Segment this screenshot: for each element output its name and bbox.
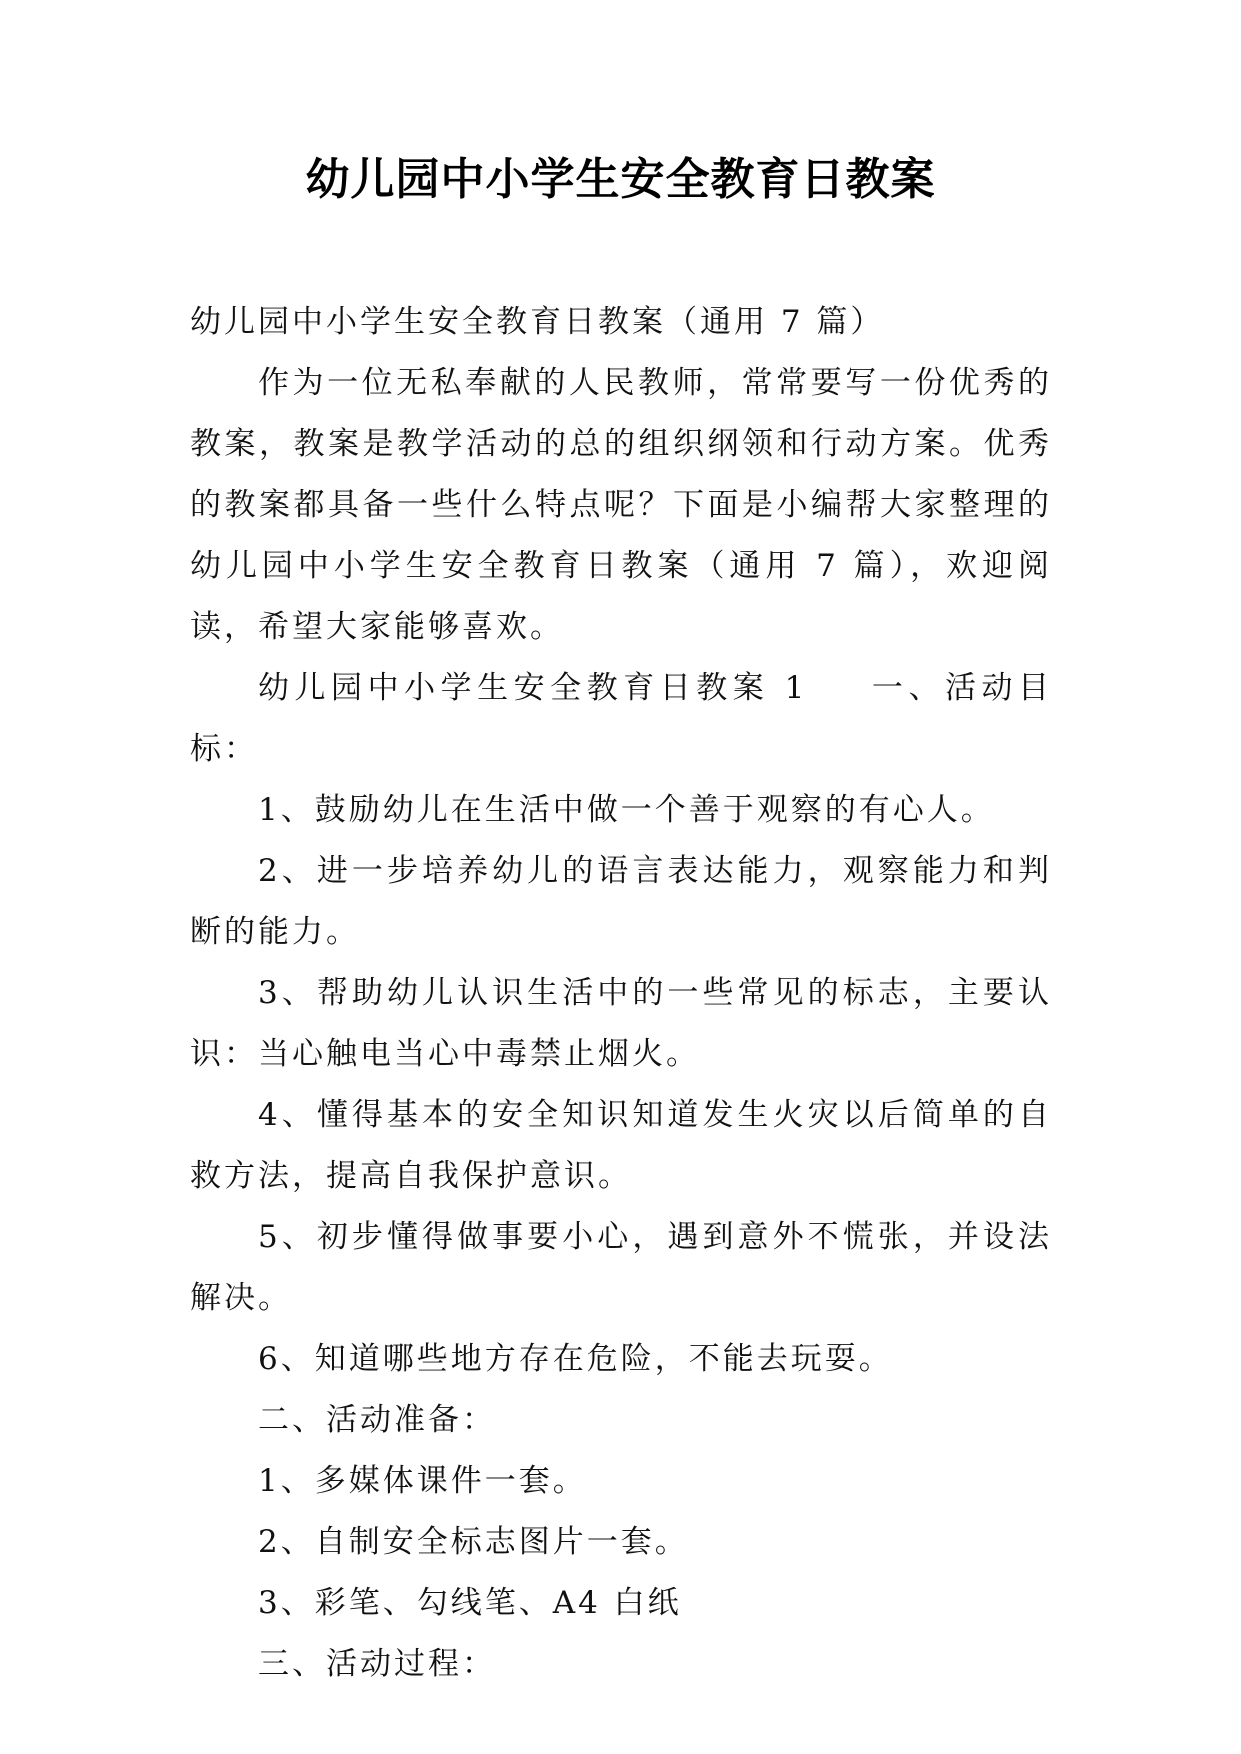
goals-heading: 一、活动目标： [190,670,1053,767]
intro-paragraph: 作为一位无私奉献的人民教师，常常要写一份优秀的教案，教案是教学活动的总的组织纲领和行动方案。优秀的教案都具备一些什么特点呢？下面是小编帮大家整理的幼儿园中小学生安全教育日教案（通用 7 篇），欢迎阅读，希望大家能够喜欢。 [190,365,1052,645]
document-title: 幼儿园中小学生安全教育日教案 [305,154,936,205]
section-heading-line [190,658,1052,780]
document-subtitle: 幼儿园中小学生安全教育日教案（通用 7 篇） [190,304,885,340]
goal-item: 1、鼓励幼儿在生活中做一个善于观察的有心人。 [258,792,995,828]
process-heading: 三、活动过程： [258,1646,496,1682]
document-body [190,292,1052,1695]
goal-item: 3、帮助幼儿认识生活中的一些常见的标志，主要认识：当心触电当心中毒禁止烟火。 [190,975,1052,1072]
section1-heading: 幼儿园中小学生安全教育日教案 1 [258,670,808,706]
goal-item: 6、知道哪些地方存在危险，不能去玩耍。 [258,1341,893,1377]
prep-item: 1、多媒体课件一套。 [258,1463,587,1499]
goal-item: 2、进一步培养幼儿的语言表达能力，观察能力和判断的能力。 [190,853,1052,950]
goal-item: 5、初步懂得做事要小心，遇到意外不慌张，并设法解决。 [190,1219,1052,1316]
prep-heading: 二、活动准备： [258,1402,496,1438]
prep-item: 2、自制安全标志图片一套。 [258,1524,689,1560]
goal-item: 4、懂得基本的安全知识知道发生火灾以后简单的自救方法，提高自我保护意识。 [190,1097,1052,1194]
prep-item: 3、彩笔、勾线笔、A4 白纸 [258,1585,682,1621]
